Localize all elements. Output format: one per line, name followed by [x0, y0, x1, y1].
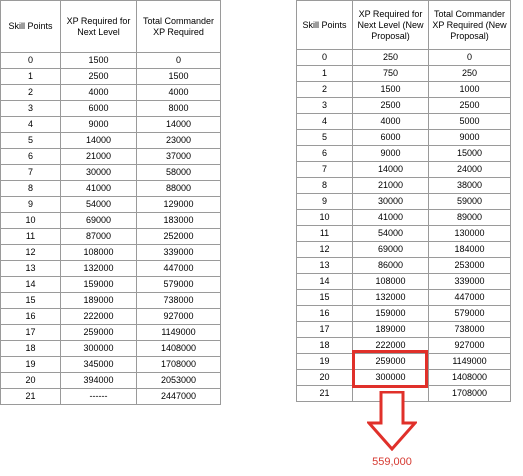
table-row: [1, 245, 221, 261]
cell-total-xp: 59000: [429, 194, 511, 210]
cell-skill-points: 4: [297, 114, 353, 130]
cell-xp-next: 30000: [353, 194, 429, 210]
table-row: [1, 69, 221, 85]
cell-skill-points: 13: [297, 258, 353, 274]
cell-skill-points: 16: [1, 309, 61, 325]
highlight-box: [352, 350, 428, 388]
cell-xp-next: 189000: [353, 322, 429, 338]
cell-skill-points: 11: [1, 229, 61, 245]
cell-total-xp: 1708000: [137, 357, 221, 373]
cell-total-xp: 1408000: [429, 370, 511, 386]
cell-skill-points: 8: [1, 181, 61, 197]
cell-skill-points: 0: [1, 53, 61, 69]
cell-skill-points: 12: [297, 242, 353, 258]
cell-total-xp: 0: [429, 50, 511, 66]
header-total-xp: Total Commander XP Required: [137, 1, 221, 53]
cell-xp-next: 9000: [353, 146, 429, 162]
right-xp-table-proposal: [296, 0, 511, 402]
cell-total-xp: 579000: [429, 306, 511, 322]
cell-total-xp: 38000: [429, 178, 511, 194]
cell-total-xp: 24000: [429, 162, 511, 178]
cell-xp-next: 132000: [353, 290, 429, 306]
cell-total-xp: 14000: [137, 117, 221, 133]
table-row: [1, 101, 221, 117]
cell-skill-points: 4: [1, 117, 61, 133]
cell-total-xp: 184000: [429, 242, 511, 258]
cell-skill-points: 21: [297, 386, 353, 402]
cell-skill-points: 17: [1, 325, 61, 341]
cell-xp-next: 222000: [61, 309, 137, 325]
cell-total-xp: 1500: [137, 69, 221, 85]
cell-total-xp: 15000: [429, 146, 511, 162]
cell-xp-next: 259000: [61, 325, 137, 341]
cell-skill-points: 5: [297, 130, 353, 146]
cell-skill-points: 16: [297, 306, 353, 322]
cell-xp-next: 108000: [353, 274, 429, 290]
header-xp-next: XP Required for Next Level: [61, 1, 137, 53]
cell-xp-next: ------: [61, 389, 137, 405]
cell-total-xp: 1408000: [137, 341, 221, 357]
table-row: [297, 322, 511, 338]
cell-total-xp: 738000: [137, 293, 221, 309]
cell-xp-next: 54000: [353, 226, 429, 242]
table-body: [297, 50, 511, 402]
cell-total-xp: 447000: [429, 290, 511, 306]
table-row: [297, 146, 511, 162]
cell-skill-points: 8: [297, 178, 353, 194]
cell-total-xp: 447000: [137, 261, 221, 277]
cell-xp-next: 4000: [353, 114, 429, 130]
table-row: [1, 85, 221, 101]
table-row: [1, 341, 221, 357]
cell-xp-next: 69000: [61, 213, 137, 229]
table-row: [297, 50, 511, 66]
cell-xp-next: 259000: [353, 354, 429, 370]
cell-xp-next: 750: [353, 66, 429, 82]
cell-total-xp: 738000: [429, 322, 511, 338]
header-xp-next-proposal: XP Required for Next Level (New Proposal): [353, 1, 429, 50]
cell-total-xp: 183000: [137, 213, 221, 229]
cell-total-xp: 4000: [137, 85, 221, 101]
cell-xp-next: 108000: [61, 245, 137, 261]
cell-skill-points: 20: [1, 373, 61, 389]
cell-xp-next: 132000: [61, 261, 137, 277]
table-row: [1, 117, 221, 133]
cell-total-xp: 579000: [137, 277, 221, 293]
cell-total-xp: 2053000: [137, 373, 221, 389]
table-row: [1, 293, 221, 309]
table-row: [1, 389, 221, 405]
cell-total-xp: 339000: [429, 274, 511, 290]
sum-label: 559,000: [372, 456, 412, 468]
cell-total-xp: 927000: [137, 309, 221, 325]
table-row: [1, 149, 221, 165]
cell-skill-points: 1: [1, 69, 61, 85]
cell-xp-next: 159000: [353, 306, 429, 322]
table-row: [297, 194, 511, 210]
cell-skill-points: 7: [297, 162, 353, 178]
cell-xp-next: 14000: [353, 162, 429, 178]
table-body: [1, 53, 221, 405]
cell-xp-next: 300000: [61, 341, 137, 357]
cell-skill-points: 9: [1, 197, 61, 213]
cell-skill-points: 14: [297, 274, 353, 290]
table-row: [1, 133, 221, 149]
table-row: [1, 197, 221, 213]
cell-skill-points: 18: [1, 341, 61, 357]
cell-total-xp: 58000: [137, 165, 221, 181]
cell-xp-next: 222000: [353, 338, 429, 354]
cell-xp-next: 250: [353, 50, 429, 66]
table-row: [1, 53, 221, 69]
table-row: [297, 98, 511, 114]
table-header-row: [1, 1, 221, 53]
table-row: [297, 290, 511, 306]
cell-skill-points: 20: [297, 370, 353, 386]
table-row: [1, 357, 221, 373]
cell-skill-points: 14: [1, 277, 61, 293]
header-total-xp-proposal: Total Commander XP Required (New Proposal): [429, 1, 511, 50]
table-row: [297, 226, 511, 242]
table-row: [297, 242, 511, 258]
cell-total-xp: 2447000: [137, 389, 221, 405]
cell-skill-points: 13: [1, 261, 61, 277]
cell-xp-next: 300000: [353, 370, 429, 386]
table-row: [1, 325, 221, 341]
table-row: [297, 162, 511, 178]
cell-xp-next: 41000: [61, 181, 137, 197]
table-row: [1, 213, 221, 229]
cell-xp-next: 41000: [353, 210, 429, 226]
cell-skill-points: 1: [297, 66, 353, 82]
cell-total-xp: 23000: [137, 133, 221, 149]
left-xp-table: [0, 0, 221, 405]
cell-xp-next: 54000: [61, 197, 137, 213]
cell-skill-points: 2: [297, 82, 353, 98]
cell-xp-next: 189000: [61, 293, 137, 309]
cell-total-xp: 250: [429, 66, 511, 82]
cell-total-xp: 129000: [137, 197, 221, 213]
cell-total-xp: 927000: [429, 338, 511, 354]
table-row: [297, 130, 511, 146]
cell-skill-points: 15: [297, 290, 353, 306]
cell-total-xp: 130000: [429, 226, 511, 242]
cell-xp-next: 4000: [61, 85, 137, 101]
cell-total-xp: 339000: [137, 245, 221, 261]
table-row: [297, 82, 511, 98]
cell-total-xp: 37000: [137, 149, 221, 165]
cell-skill-points: 3: [1, 101, 61, 117]
cell-total-xp: 253000: [429, 258, 511, 274]
cell-total-xp: 8000: [137, 101, 221, 117]
cell-xp-next: 2500: [353, 98, 429, 114]
table-row: [1, 181, 221, 197]
cell-skill-points: 10: [297, 210, 353, 226]
cell-total-xp: 1000: [429, 82, 511, 98]
table-row: [297, 306, 511, 322]
cell-xp-next: 21000: [61, 149, 137, 165]
cell-skill-points: 17: [297, 322, 353, 338]
cell-xp-next: 14000: [61, 133, 137, 149]
header-skill-points: Skill Points: [1, 1, 61, 53]
cell-skill-points: 6: [297, 146, 353, 162]
cell-xp-next: 6000: [353, 130, 429, 146]
cell-xp-next: 1500: [353, 82, 429, 98]
cell-total-xp: 1708000: [429, 386, 511, 402]
cell-xp-next: 6000: [61, 101, 137, 117]
cell-xp-next: 86000: [353, 258, 429, 274]
header-skill-points: Skill Points: [297, 1, 353, 50]
table-row: [1, 277, 221, 293]
table-row: [297, 178, 511, 194]
table-row: [1, 261, 221, 277]
cell-total-xp: 1149000: [137, 325, 221, 341]
cell-skill-points: 5: [1, 133, 61, 149]
cell-skill-points: 3: [297, 98, 353, 114]
table-row: [1, 309, 221, 325]
table-row: [297, 66, 511, 82]
cell-xp-next: 87000: [61, 229, 137, 245]
cell-total-xp: 1149000: [429, 354, 511, 370]
table-row: [297, 114, 511, 130]
cell-skill-points: 19: [297, 354, 353, 370]
table-header-row: [297, 1, 511, 50]
cell-xp-next: 9000: [61, 117, 137, 133]
down-arrow-icon: [367, 391, 417, 451]
table-row: [297, 210, 511, 226]
table-row: [1, 229, 221, 245]
cell-total-xp: 0: [137, 53, 221, 69]
cell-xp-next: 345000: [61, 357, 137, 373]
cell-total-xp: 88000: [137, 181, 221, 197]
cell-skill-points: 21: [1, 389, 61, 405]
cell-xp-next: 1500: [61, 53, 137, 69]
cell-skill-points: 10: [1, 213, 61, 229]
cell-skill-points: 9: [297, 194, 353, 210]
cell-xp-next: 2500: [61, 69, 137, 85]
cell-skill-points: 7: [1, 165, 61, 181]
cell-skill-points: 15: [1, 293, 61, 309]
cell-skill-points: 11: [297, 226, 353, 242]
cell-xp-next: 21000: [353, 178, 429, 194]
cell-skill-points: 0: [297, 50, 353, 66]
cell-xp-next: 30000: [61, 165, 137, 181]
table-row: [297, 274, 511, 290]
table-row: [297, 258, 511, 274]
cell-skill-points: 19: [1, 357, 61, 373]
cell-total-xp: 9000: [429, 130, 511, 146]
cell-xp-next: 159000: [61, 277, 137, 293]
cell-skill-points: 6: [1, 149, 61, 165]
table-row: [1, 165, 221, 181]
cell-xp-next: 69000: [353, 242, 429, 258]
table-row: [1, 373, 221, 389]
cell-total-xp: 2500: [429, 98, 511, 114]
cell-skill-points: 12: [1, 245, 61, 261]
cell-skill-points: 2: [1, 85, 61, 101]
cell-skill-points: 18: [297, 338, 353, 354]
cell-total-xp: 5000: [429, 114, 511, 130]
cell-xp-next: 394000: [61, 373, 137, 389]
cell-total-xp: 89000: [429, 210, 511, 226]
cell-total-xp: 252000: [137, 229, 221, 245]
